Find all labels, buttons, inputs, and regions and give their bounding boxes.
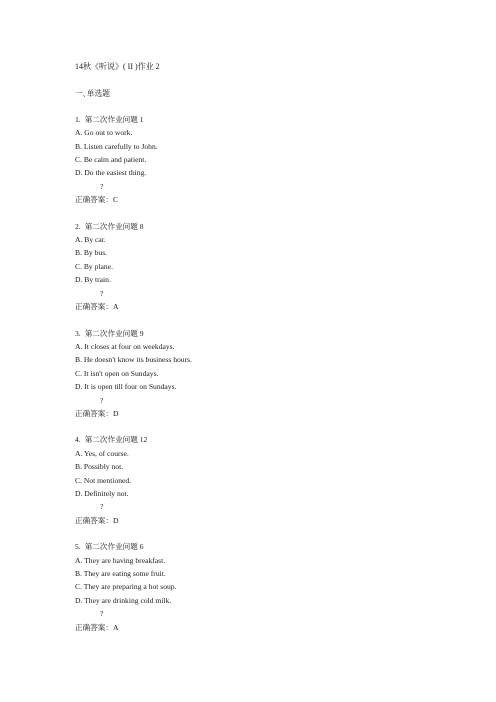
option-c: C. Not mentioned. [75,475,132,485]
option-d: D. They are drinking cold milk. [75,595,172,605]
option-d: D. By train. [75,275,111,285]
question-mark: ? [100,181,104,191]
question-item [75,433,475,527]
option-c: C. By plane. [75,261,113,271]
question-item [75,327,475,421]
option-d: D. It is open till four on Sundays. [75,382,177,392]
question-number: 4. [75,435,81,445]
question-item [75,540,475,634]
correct-answer: 正确答案：C [75,195,119,205]
section-heading: 一､单选题 [75,89,111,99]
question-mark: ? [100,502,104,512]
question-heading [75,433,475,446]
option-a: A. Yes, of course. [75,448,129,458]
question-title: 第二次作业问题 1 [84,114,144,124]
question-heading [75,113,475,126]
option-d: D. Definitely not. [75,488,129,498]
option-b: B. By bus. [75,248,108,258]
question-heading [75,327,475,340]
correct-answer: 正确答案：D [75,408,119,418]
question-number: 1. [75,114,81,124]
question-heading [75,220,475,233]
option-c: C. They are preparing a hot soup. [75,582,177,592]
option-c: C. Be calm and patient. [75,155,147,165]
question-heading [75,540,475,553]
question-title: 第二次作业问题 6 [84,542,144,552]
option-a: A. They are having breakfast. [75,555,166,565]
option-b: B. Possibly not. [75,462,124,472]
option-d: D. Do the easiest thing. [75,168,147,178]
question-title: 第二次作业问题 8 [84,221,144,231]
question-title: 第二次作业问题 12 [84,435,148,445]
option-c: C. It isn't open on Sundays. [75,368,159,378]
option-a: A. Go out to work. [75,128,133,138]
question-mark: ? [100,288,104,298]
question-mark: ? [100,395,104,405]
question-number: 3. [75,328,81,338]
correct-answer: 正确答案：A [75,622,119,632]
question-item [75,113,475,207]
question-number: 5. [75,542,81,552]
question-item [75,220,475,314]
option-b: B. Listen carefully to John. [75,141,158,151]
option-a: A. It closes at four on weekdays. [75,341,175,351]
question-mark: ? [100,609,104,619]
document-title: 14秋《听说》( II )作业 2 [75,62,160,71]
option-b: B. They are eating some fruit. [75,569,166,578]
option-a: A. By car. [75,235,106,245]
correct-answer: 正确答案：A [75,302,119,312]
option-b: B. He doesn't know its business hours. [75,355,192,365]
question-title: 第二次作业问题 9 [84,328,144,338]
question-number: 2. [75,221,81,231]
document-page [75,60,475,647]
correct-answer: 正确答案：D [75,515,119,525]
